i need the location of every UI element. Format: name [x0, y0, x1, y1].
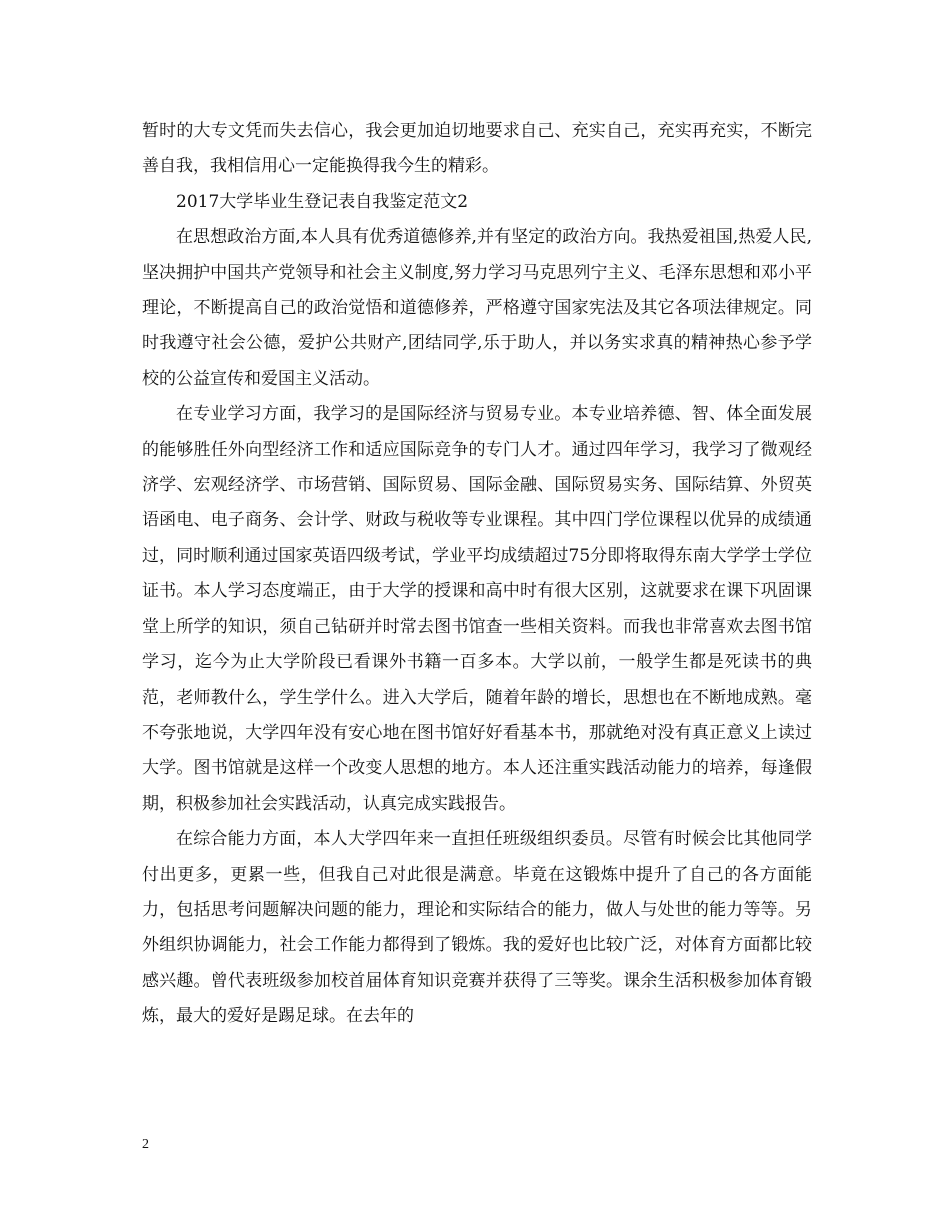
paragraph-study: 在专业学习方面，我学习的是国际经济与贸易专业。本专业培养德、智、体全面发展的能够胜任外向型经济工作和适应国际竞争的专门人才。通过四年学习，我学习了微观经济学、宏观经济学、市场营销、国际贸易、国际金融、国际贸易实务、国际结算、外贸英语函电、电子商务、会计学、财政与税收等专业课程。其中四门学位课程以优异的成绩通过，同时顺利通过国家英语四级考试，学业平均成绩超过75分即将取得东南大学学士学位证书。本人学习态度端正，由于大学的授课和高中时有很大区别，这就要求在课下巩固课堂上所学的知识，须自己钻研并时常去图书馆查一些相关资料。而我也非常喜欢去图书馆学习，迄今为止大学阶段已看课外书籍一百多本。大学以前，一般学生都是死读书的典范，老师教什么，学生学什么。进入大学后，随着年龄的增长，思想也在不断地成熟。毫不夸张地说，大学四年没有安心地在图书馆好好看基本书，那就绝对没有真正意义上读过大学。图书馆就是这样一个改变人思想的地方。本人还注重实践活动能力的培养，每逢假期，积极参加社会实践活动，认真完成实践报告。 [142, 404, 812, 814]
section-heading: 2017大学毕业生登记表自我鉴定范文2 [176, 191, 469, 212]
document-body [142, 114, 812, 1035]
paragraph-continuation: 暂时的大专文凭而失去信心，我会更加迫切地要求自己、充实自己，充实再充实，不断完善自我，我相信用心一定能换得我今生的精彩。 [142, 121, 812, 177]
paragraph-ability: 在综合能力方面，本人大学四年来一直担任班级组织委员。尽管有时候会比其他同学付出更多，更累一些，但我自己对此很是满意。毕竟在这锻炼中提升了自己的各方面能力，包括思考问题解决问题的能力，理论和实际结合的能力，做人与处世的能力等等。另外组织协调能力，社会工作能力都得到了锻炼。我的爱好也比较广泛，对体育方面都比较感兴趣。曾代表班级参加校首届体育知识竞赛并获得了三等奖。课余生活积极参加体育锻炼，最大的爱好是踢足球。在去年的 [142, 829, 812, 1027]
page-number: 2 [142, 1137, 149, 1152]
paragraph-political: 在思想政治方面,本人具有优秀道德修养,并有坚定的政治方向。我热爱祖国,热爱人民,坚决拥护中国共产党领导和社会主义制度,努力学习马克思列宁主义、毛泽东思想和邓小平理论，不断提高自己的政治觉悟和道德修养，严格遵守国家宪法及其它各项法律规定。同时我遵守社会公德，爱护公共财产,团结同学,乐于助人，并以务实求真的精神热心参予学校的公益宣传和爱国主义活动。 [142, 227, 812, 389]
